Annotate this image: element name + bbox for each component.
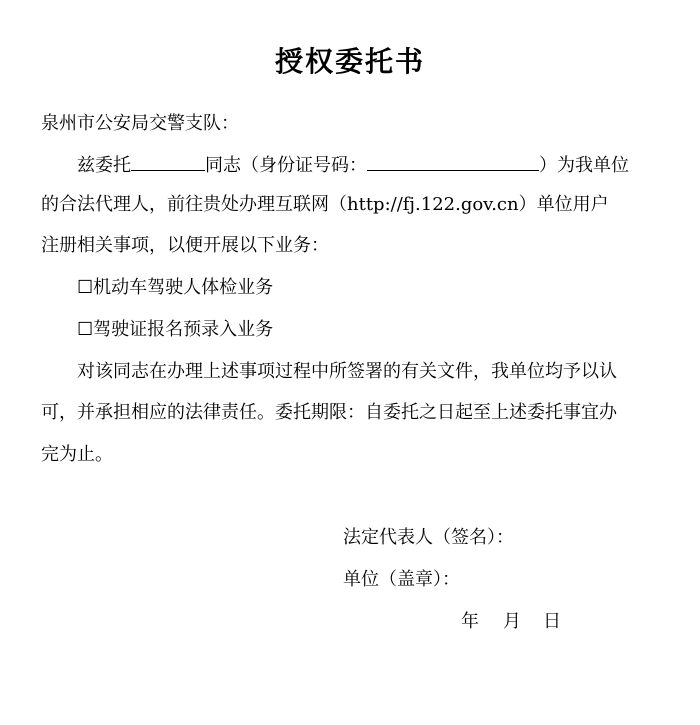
paragraph-1-line-3: 注册相关事项，以便开展以下业务： [41,235,329,256]
id-number-blank [367,152,539,171]
date-month: 月 [503,611,521,632]
document-title: 授权委托书 [274,45,425,78]
paragraph-1-line-2: 的合法代理人，前往贵处办理互联网（http://fj.122.gov.cn）单位用户 [41,194,609,215]
addressee: 泉州市公安局交警支队： [41,113,239,134]
paragraph-2-line-1: 对该同志在办理上述事项过程中所签署的有关文件，我单位均予以认 [77,361,617,382]
option-physical-exam: ☐机动车驾驶人体检业务 [77,277,274,298]
paragraph-1-line-1 [77,152,629,178]
paragraph-2-line-2: 可，并承担相应的法律责任。委托期限：自委托之日起至上述委托事宜办 [41,402,617,423]
option-pre-registration: ☐驾驶证报名预录入业务 [77,319,274,340]
date-day: 日 [543,611,561,632]
entrust-suffix: ）为我单位 [539,155,629,176]
paragraph-2-line-3: 完为止。 [41,444,113,465]
entrust-id-label: 同志（身份证号码： [205,155,367,176]
date-year: 年 [461,611,479,632]
entrust-prefix: 兹委托 [77,155,131,176]
delegate-name-blank [131,152,205,171]
date-line [461,610,561,634]
unit-seal: 单位（盖章）： [343,569,460,590]
legal-representative-signature: 法定代表人（签名）： [343,527,514,548]
